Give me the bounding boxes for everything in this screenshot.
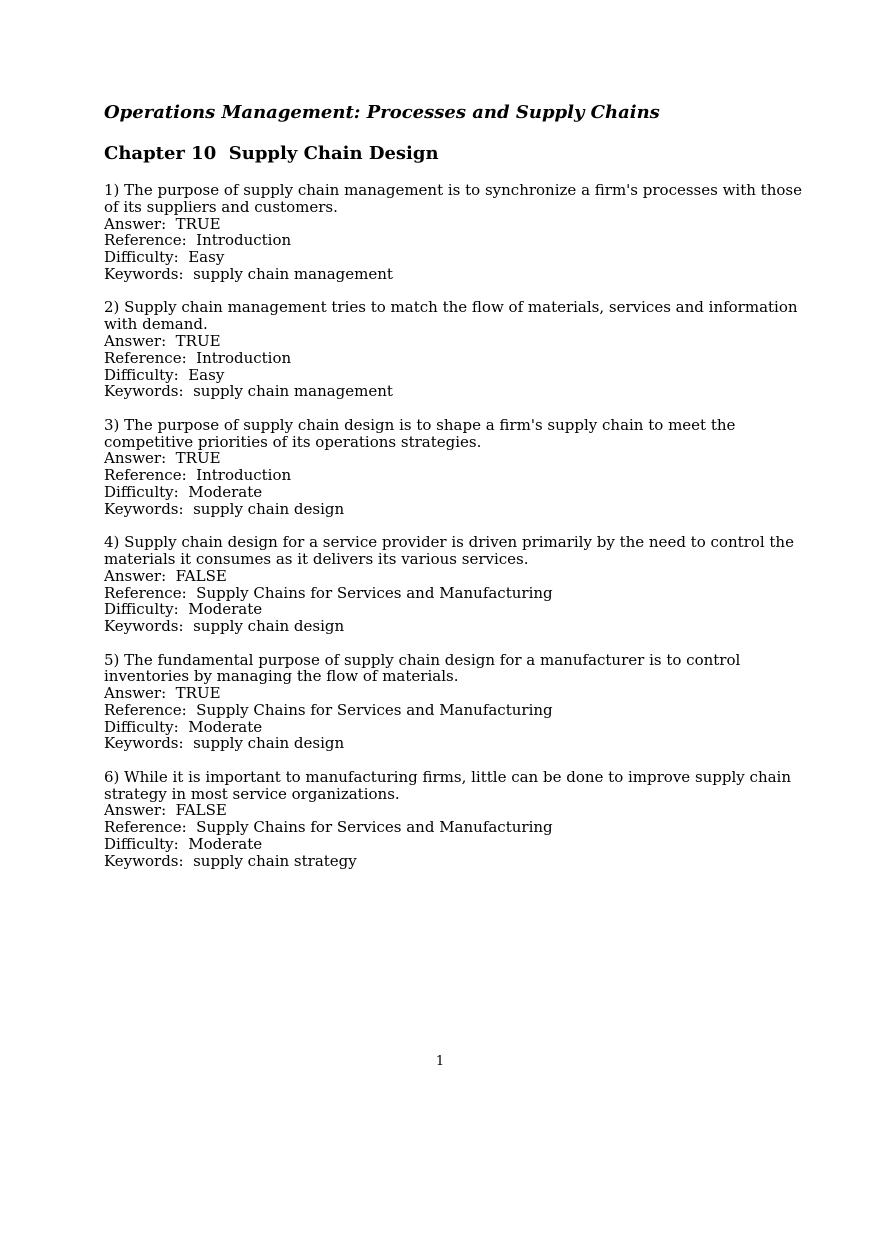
question-answer: Answer: TRUE [104, 449, 221, 468]
question-item [104, 417, 784, 518]
question-reference: Reference: Supply Chains for Services and Manufacturing [104, 583, 553, 602]
question-text-line: 1) The purpose of supply chain management is to synchronize a firm's processes with those [104, 181, 802, 199]
question-answer: Answer: TRUE [104, 214, 221, 233]
question-item [104, 652, 784, 753]
question-text-line: materials it consumes as it delivers its various services. [104, 549, 529, 568]
question-keywords: Keywords: supply chain strategy [104, 851, 357, 870]
question-difficulty: Difficulty: Moderate [104, 600, 263, 619]
question-item [104, 767, 792, 870]
question-reference: Reference: Introduction [104, 466, 292, 485]
question-answer: Answer: FALSE [104, 566, 227, 585]
question-answer: Answer: FALSE [104, 801, 227, 820]
question-difficulty: Difficulty: Moderate [104, 482, 263, 501]
question-text-line: inventories by managing the flow of materials. [104, 667, 459, 686]
page-number: 1 [435, 1054, 445, 1069]
question-text-line: 5) The fundamental purpose of supply chain design for a manufacturer is to control [104, 650, 741, 669]
question-difficulty: Difficulty: Easy [104, 365, 225, 384]
question-difficulty: Difficulty: Easy [104, 248, 225, 267]
question-reference: Reference: Introduction [104, 348, 292, 367]
question-keywords: Keywords: supply chain management [104, 264, 393, 283]
question-text-line: of its suppliers and customers. [104, 197, 338, 216]
question-text-line: 2) Supply chain management tries to match the flow of materials, services and information [104, 298, 798, 317]
page-content [104, 101, 802, 886]
question-text-line: 3) The purpose of supply chain design is to shape a firm's supply chain to meet the [104, 415, 736, 434]
question-reference: Reference: Supply Chains for Services and Manufacturing [104, 818, 553, 837]
chapter-title: Chapter 10 Supply Chain Design [104, 143, 439, 164]
question-text-line: 6) While it is important to manufacturing firms, little can be done to improve supply chain [104, 767, 792, 786]
question-item [104, 298, 798, 401]
question-keywords: Keywords: supply chain design [104, 734, 345, 753]
question-text-line: 4) Supply chain design for a service provider is driven primarily by the need to control the [104, 533, 794, 552]
question-reference: Reference: Introduction [104, 231, 292, 250]
question-text-line: competitive priorities of its operations strategies. [104, 432, 482, 451]
question-item [104, 533, 794, 636]
question-text-line: strategy in most service organizations. [104, 784, 400, 803]
question-difficulty: Difficulty: Moderate [104, 835, 263, 854]
question-keywords: Keywords: supply chain management [104, 382, 393, 401]
question-difficulty: Difficulty: Moderate [104, 717, 263, 736]
question-item [104, 181, 802, 283]
book-title: Operations Management: Processes and Supply Chains [104, 102, 660, 123]
question-keywords: Keywords: supply chain design [104, 617, 345, 636]
question-list [104, 181, 802, 870]
question-keywords: Keywords: supply chain design [104, 499, 345, 518]
question-text-line: with demand. [104, 315, 208, 334]
question-reference: Reference: Supply Chains for Services and Manufacturing [104, 700, 553, 719]
question-answer: Answer: TRUE [104, 331, 221, 350]
question-answer: Answer: TRUE [104, 684, 221, 703]
